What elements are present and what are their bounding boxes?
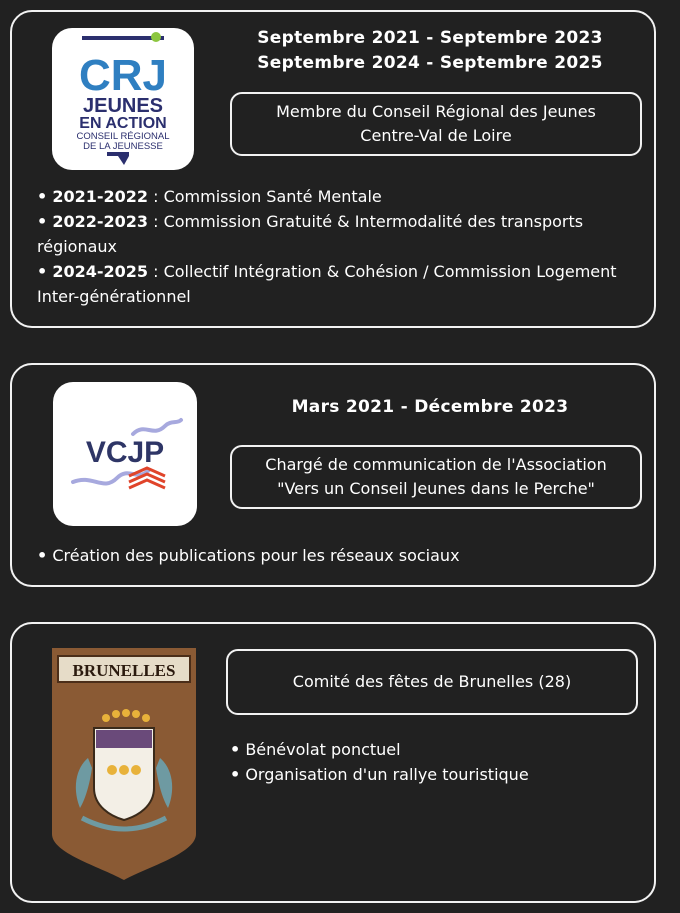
vcjp-role-line2: "Vers un Conseil Jeunes dans le Perche" — [277, 479, 595, 498]
brunelles-role-box — [226, 649, 638, 715]
list-item — [37, 543, 647, 568]
brunelles-logo-text: BRUNELLES — [72, 661, 176, 680]
vcjp-logo-text: VCJP — [85, 436, 165, 469]
brunelles-list — [230, 737, 650, 787]
vcjp-card — [10, 363, 656, 587]
crj-card — [10, 10, 656, 328]
item-year: 2022-2023 — [52, 212, 149, 231]
brunelles-logo — [50, 648, 198, 880]
crj-role-line2: Centre-Val de Loire — [360, 126, 512, 145]
vcjp-logo-graphic — [53, 382, 197, 526]
crj-date-2: Septembre 2024 - Septembre 2025 — [257, 53, 603, 73]
bullet: • — [230, 765, 241, 784]
crj-date-1: Septembre 2021 - Septembre 2023 — [257, 28, 603, 48]
list-item — [230, 737, 650, 762]
item-text: : Commission Gratuité & Intermodalité des transports régionaux — [37, 212, 584, 256]
item-year: 2021-2022 — [52, 187, 149, 206]
crj-line3: CONSEIL RÉGIONAL — [76, 131, 170, 142]
brunelles-logo-graphic — [50, 648, 198, 880]
crj-letters: CRJ — [78, 51, 168, 100]
bullet: • — [37, 187, 48, 206]
vcjp-role-line1: Chargé de communication de l'Association — [265, 455, 607, 474]
item-text: Création des publications pour les réseaux sociaux — [52, 546, 460, 565]
bullet: • — [37, 212, 48, 231]
crj-role-line1: Membre du Conseil Régional des Jeunes — [276, 102, 596, 121]
crj-dates — [230, 26, 630, 76]
item-text: : Commission Santé Mentale — [148, 187, 382, 206]
bullet: • — [37, 546, 48, 565]
crj-line2: EN ACTION — [79, 115, 167, 132]
crj-logo-graphic — [52, 28, 194, 170]
item-text: Bénévolat ponctuel — [245, 740, 401, 759]
crj-role-box — [230, 92, 642, 156]
vcjp-list — [37, 543, 647, 568]
vcjp-logo — [53, 382, 197, 526]
list-item — [37, 259, 647, 309]
item-text: : Collectif Intégration & Cohésion / Commission Logement Inter-générationnel — [37, 262, 617, 306]
bullet: • — [37, 262, 48, 281]
bullet: • — [230, 740, 241, 759]
vcjp-role-box — [230, 445, 642, 509]
vcjp-dates: Mars 2021 - Décembre 2023 — [291, 397, 569, 417]
item-year: 2024-2025 — [52, 262, 149, 281]
crj-line1: JEUNES — [82, 95, 164, 117]
brunelles-card — [10, 622, 656, 903]
crj-list — [37, 184, 647, 309]
list-item — [37, 209, 647, 259]
item-text: Organisation d'un rallye touristique — [245, 765, 529, 784]
crj-logo — [52, 28, 194, 170]
crj-line4: DE LA JEUNESSE — [83, 141, 163, 152]
list-item — [37, 184, 647, 209]
brunelles-role-text: Comité des fêtes de Brunelles (28) — [292, 672, 572, 691]
list-item — [230, 762, 650, 787]
